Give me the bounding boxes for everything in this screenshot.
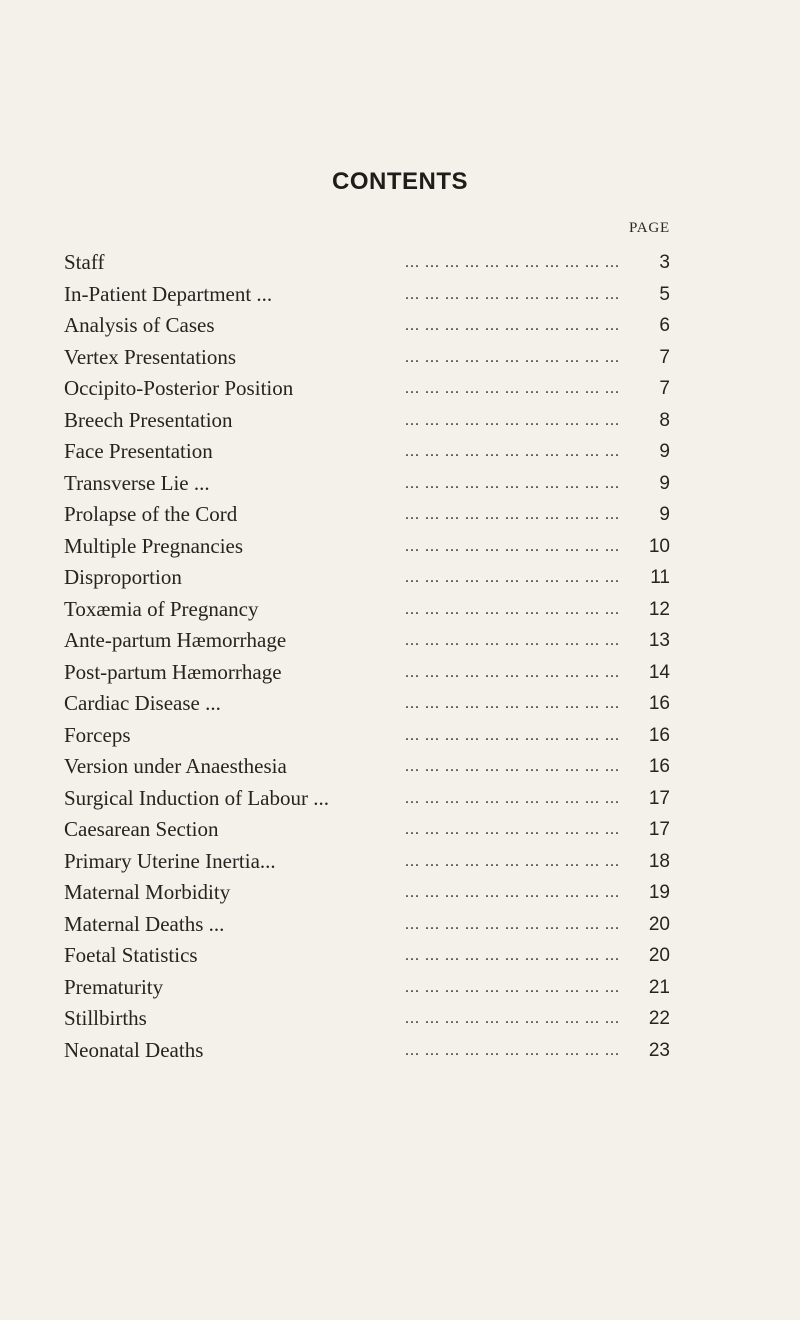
toc-entry-label: Ante-partum Hæmorrhage [64, 628, 296, 652]
toc-leader-dots: ... ... ... ... ... ... ... ... ... ... ... [405, 600, 620, 618]
toc-entry-page: 21 [630, 972, 670, 1004]
toc-entry-label: Maternal Deaths ... [64, 912, 234, 936]
table-of-contents [64, 247, 670, 1066]
toc-leader-dots: ... ... ... ... ... ... ... ... ... ... ... [405, 380, 620, 397]
toc-entry [64, 751, 670, 783]
toc-entry-page: 13 [630, 625, 670, 657]
toc-entry-label: Stillbirths [64, 1006, 157, 1030]
toc-leader-dots: ... ... ... ... ... ... ... ... ... ... ... [405, 254, 620, 271]
toc-entry-label: Post-partum Hæmorrhage [64, 660, 292, 684]
toc-entry [64, 342, 670, 374]
toc-entry [64, 877, 670, 909]
toc-leader-dots: ... ... ... ... ... ... ... ... ... ... ... [405, 632, 620, 649]
toc-entry [64, 657, 670, 689]
toc-entry-label: Vertex Presentations [64, 345, 246, 369]
toc-entry [64, 436, 670, 468]
toc-entry-label: Version under Anaesthesia [64, 754, 297, 778]
toc-entry-label: Forceps [64, 723, 141, 747]
toc-leader-dots: ... ... ... ... ... ... ... ... ... ... ... [405, 726, 620, 744]
toc-entry-label: Cardiac Disease ... [64, 691, 231, 715]
toc-entry-page: 9 [630, 468, 670, 500]
toc-entry-label: Staff [64, 250, 114, 274]
toc-entry [64, 562, 670, 594]
toc-entry-page: 8 [630, 405, 670, 437]
toc-entry-label: Neonatal Deaths [64, 1038, 213, 1062]
toc-entry [64, 310, 670, 342]
page-column-header: PAGE [629, 220, 670, 236]
toc-leader-dots: ... ... ... ... ... ... ... ... ... ... ... [405, 915, 620, 933]
toc-entry-label: Primary Uterine Inertia... [64, 849, 286, 873]
toc-entry [64, 279, 670, 311]
toc-entry [64, 373, 670, 405]
toc-entry [64, 531, 670, 563]
toc-entry [64, 468, 670, 500]
toc-entry-page: 23 [630, 1035, 670, 1067]
toc-entry-page: 12 [630, 594, 670, 626]
toc-entry-page: 17 [630, 783, 670, 815]
toc-entry-page: 10 [630, 531, 670, 563]
toc-leader-dots: ... ... ... ... ... ... ... ... ... ... ... [405, 411, 620, 429]
toc-leader-dots: ... ... ... ... ... ... ... ... ... ... ... [405, 569, 620, 586]
toc-entry-page: 11 [630, 562, 670, 594]
toc-leader-dots: ... ... ... ... ... ... ... ... ... ... ... [405, 758, 620, 775]
toc-leader-dots: ... ... ... ... ... ... ... ... ... ... ... [405, 506, 620, 523]
toc-entry-page: 6 [630, 310, 670, 342]
toc-entry [64, 688, 670, 720]
toc-entry-label: Face Presentation [64, 439, 223, 463]
toc-entry-label: Occipito-Posterior Position [64, 376, 303, 400]
toc-leader-dots: ... ... ... ... ... ... ... ... ... ... ... [405, 947, 620, 964]
toc-entry-label: Disproportion [64, 565, 192, 589]
toc-entry-page: 22 [630, 1003, 670, 1035]
toc-entry-label: Prematurity [64, 975, 173, 999]
toc-leader-dots: ... ... ... ... ... ... ... ... ... ... ... [405, 285, 620, 303]
toc-entry [64, 846, 670, 878]
toc-leader-dots: ... ... ... ... ... ... ... ... ... ... ... [405, 852, 620, 870]
toc-entry [64, 972, 670, 1004]
toc-entry [64, 1035, 670, 1067]
toc-leader-dots: ... ... ... ... ... ... ... ... ... ... ... [405, 443, 620, 460]
toc-entry-page: 14 [630, 657, 670, 689]
toc-entry-page: 19 [630, 877, 670, 909]
toc-leader-dots: ... ... ... ... ... ... ... ... ... ... ... [405, 695, 620, 712]
toc-leader-dots: ... ... ... ... ... ... ... ... ... ... ... [405, 1041, 620, 1059]
toc-entry-page: 5 [630, 279, 670, 311]
toc-entry-label: In-Patient Department ... [64, 282, 282, 306]
toc-entry-page: 3 [630, 247, 670, 279]
toc-entry-label: Transverse Lie ... [64, 471, 220, 495]
toc-leader-dots: ... ... ... ... ... ... ... ... ... ... ... [405, 821, 620, 838]
toc-entry-label: Analysis of Cases [64, 313, 225, 337]
page-title: CONTENTS [332, 168, 468, 195]
toc-entry-label: Breech Presentation [64, 408, 243, 432]
toc-entry [64, 720, 670, 752]
toc-entry [64, 247, 670, 279]
toc-leader-dots: ... ... ... ... ... ... ... ... ... ... ... [405, 663, 620, 681]
toc-entry [64, 405, 670, 437]
toc-entry-label: Foetal Statistics [64, 943, 208, 967]
toc-entry-page: 16 [630, 751, 670, 783]
toc-leader-dots: ... ... ... ... ... ... ... ... ... ... ... [405, 884, 620, 901]
toc-entry-page: 18 [630, 846, 670, 878]
toc-entry-label: Multiple Pregnancies [64, 534, 253, 558]
toc-entry-label: Surgical Induction of Labour ... [64, 786, 339, 810]
toc-leader-dots: ... ... ... ... ... ... ... ... ... ... ... [405, 978, 620, 996]
toc-leader-dots: ... ... ... ... ... ... ... ... ... ... ... [405, 317, 620, 334]
toc-entry [64, 940, 670, 972]
toc-entry-page: 9 [630, 436, 670, 468]
toc-leader-dots: ... ... ... ... ... ... ... ... ... ... ... [405, 348, 620, 366]
toc-leader-dots: ... ... ... ... ... ... ... ... ... ... ... [405, 789, 620, 807]
toc-entry [64, 1003, 670, 1035]
toc-entry [64, 783, 670, 815]
toc-entry [64, 625, 670, 657]
toc-entry-page: 7 [630, 342, 670, 374]
toc-entry-label: Toxæmia of Pregnancy [64, 597, 269, 621]
toc-entry-label: Caesarean Section [64, 817, 229, 841]
toc-entry-page: 16 [630, 688, 670, 720]
toc-entry [64, 814, 670, 846]
toc-entry-page: 16 [630, 720, 670, 752]
toc-leader-dots: ... ... ... ... ... ... ... ... ... ... ... [405, 1010, 620, 1027]
toc-entry [64, 499, 670, 531]
toc-entry-page: 7 [630, 373, 670, 405]
toc-entry-page: 17 [630, 814, 670, 846]
toc-entry-page: 9 [630, 499, 670, 531]
toc-leader-dots: ... ... ... ... ... ... ... ... ... ... ... [405, 474, 620, 492]
toc-entry-label: Maternal Morbidity [64, 880, 240, 904]
toc-entry [64, 594, 670, 626]
toc-entry [64, 909, 670, 941]
toc-leader-dots: ... ... ... ... ... ... ... ... ... ... ... [405, 537, 620, 555]
toc-entry-page: 20 [630, 909, 670, 941]
toc-entry-page: 20 [630, 940, 670, 972]
toc-entry-label: Prolapse of the Cord [64, 502, 247, 526]
